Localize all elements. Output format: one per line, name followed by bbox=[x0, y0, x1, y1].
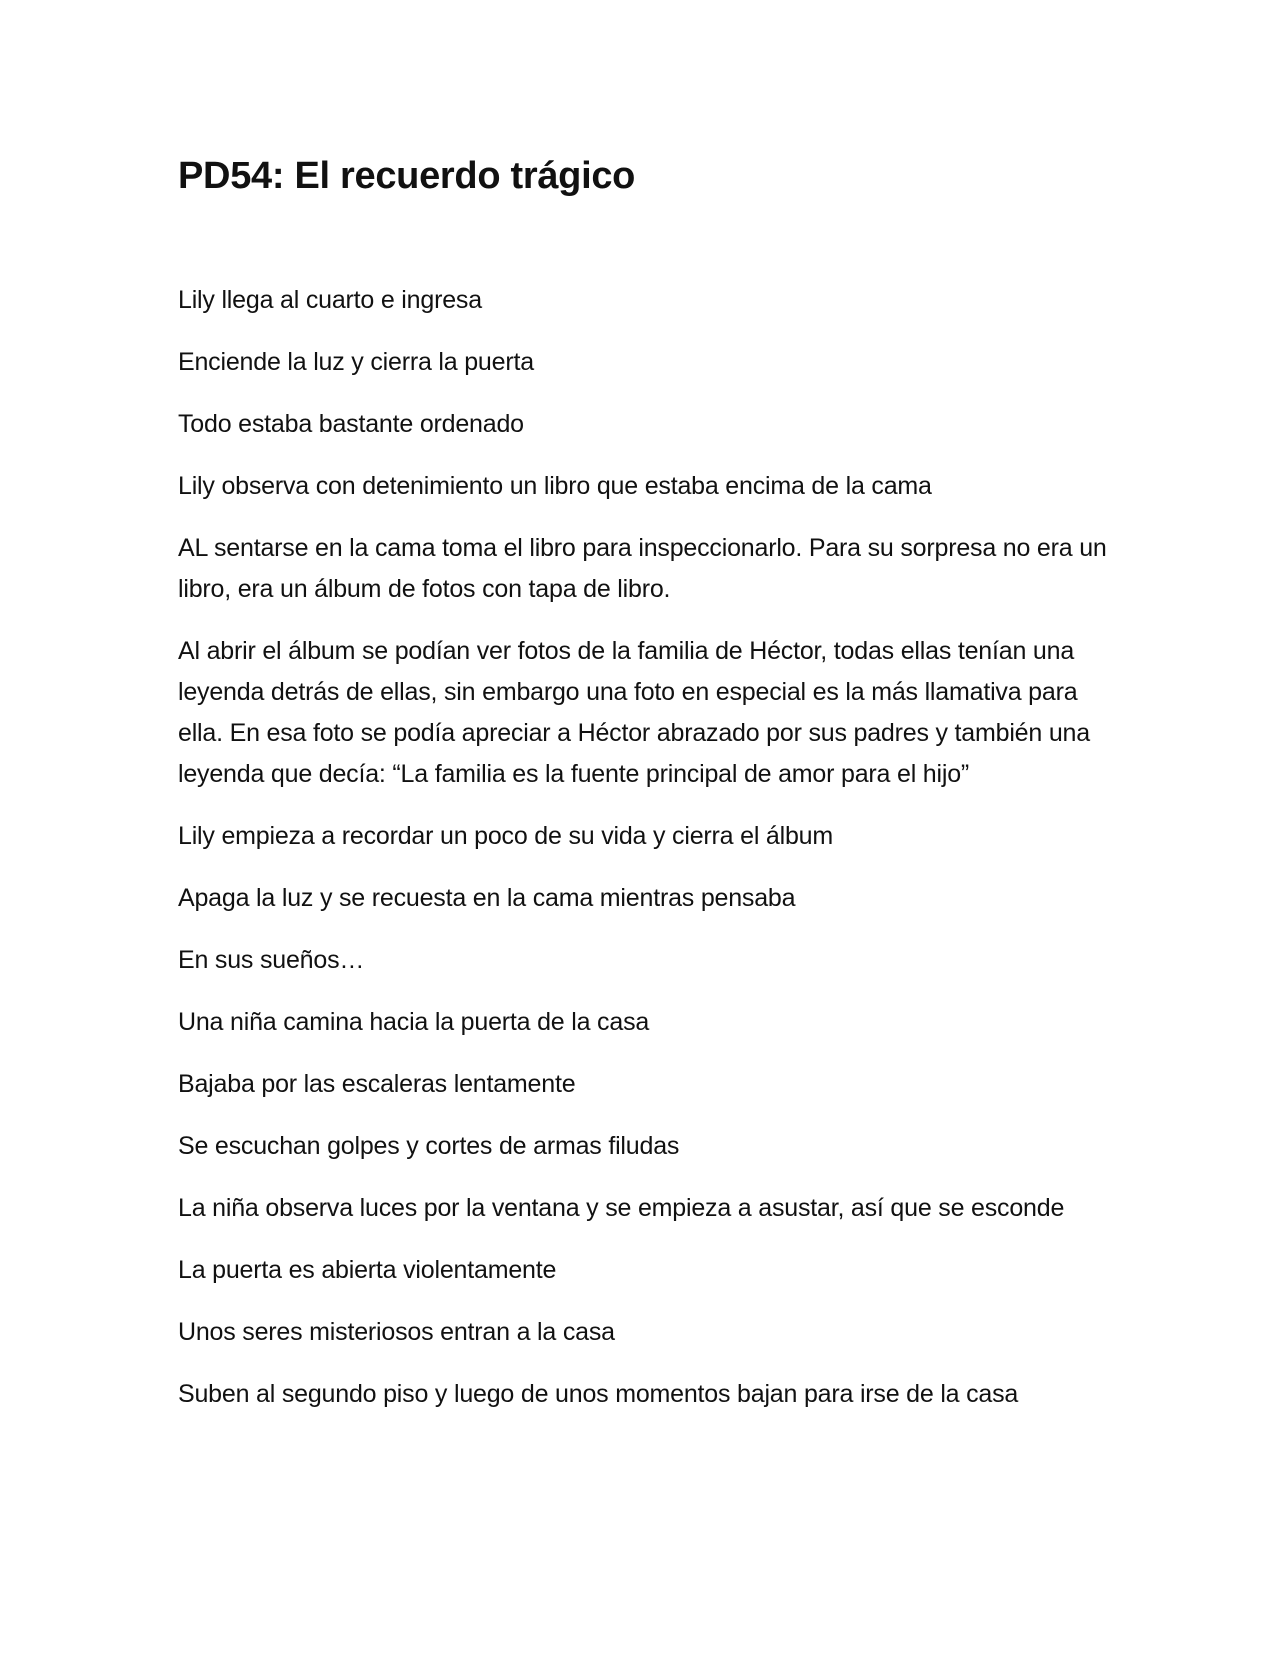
paragraph: La puerta es abierta violentamente bbox=[178, 1256, 557, 1284]
paragraph: Lily llega al cuarto e ingresa bbox=[178, 286, 482, 314]
document-body bbox=[178, 280, 1108, 1436]
paragraph: Suben al segundo piso y luego de unos momentos bajan para irse de la casa bbox=[178, 1380, 1019, 1408]
document-title: PD54: El recuerdo trágico bbox=[178, 155, 636, 197]
paragraph: Lily observa con detenimiento un libro que estaba encima de la cama bbox=[178, 472, 932, 500]
paragraph: Todo estaba bastante ordenado bbox=[178, 410, 524, 438]
paragraph: Se escuchan golpes y cortes de armas filudas bbox=[178, 1132, 680, 1160]
paragraph: Unos seres misteriosos entran a la casa bbox=[178, 1318, 615, 1346]
paragraph: Apaga la luz y se recuesta en la cama mientras pensaba bbox=[178, 884, 796, 912]
paragraph: Una niña camina hacia la puerta de la casa bbox=[178, 1008, 650, 1036]
paragraph: Lily empieza a recordar un poco de su vida y cierra el álbum bbox=[178, 822, 834, 850]
paragraph: La niña observa luces por la ventana y se empieza a asustar, así que se esconde bbox=[178, 1194, 1065, 1222]
paragraph: En sus sueños… bbox=[178, 946, 365, 974]
paragraph: AL sentarse en la cama toma el libro para inspeccionarlo. Para su sorpresa no era un libro, era un álbum de fotos con tapa de libro. bbox=[178, 534, 1107, 603]
paragraph: Al abrir el álbum se podían ver fotos de la familia de Héctor, todas ellas tenían una leyenda detrás de ellas, sin embargo una foto en especial es la más llamativa para ella. En esa foto se podía apreciar a Héctor abrazado por sus padres y también una leyenda que decía: “La familia es la fuente principal de amor para el hijo” bbox=[178, 637, 1090, 788]
paragraph: Bajaba por las escaleras lentamente bbox=[178, 1070, 576, 1098]
paragraph: Enciende la luz y cierra la puerta bbox=[178, 348, 534, 376]
